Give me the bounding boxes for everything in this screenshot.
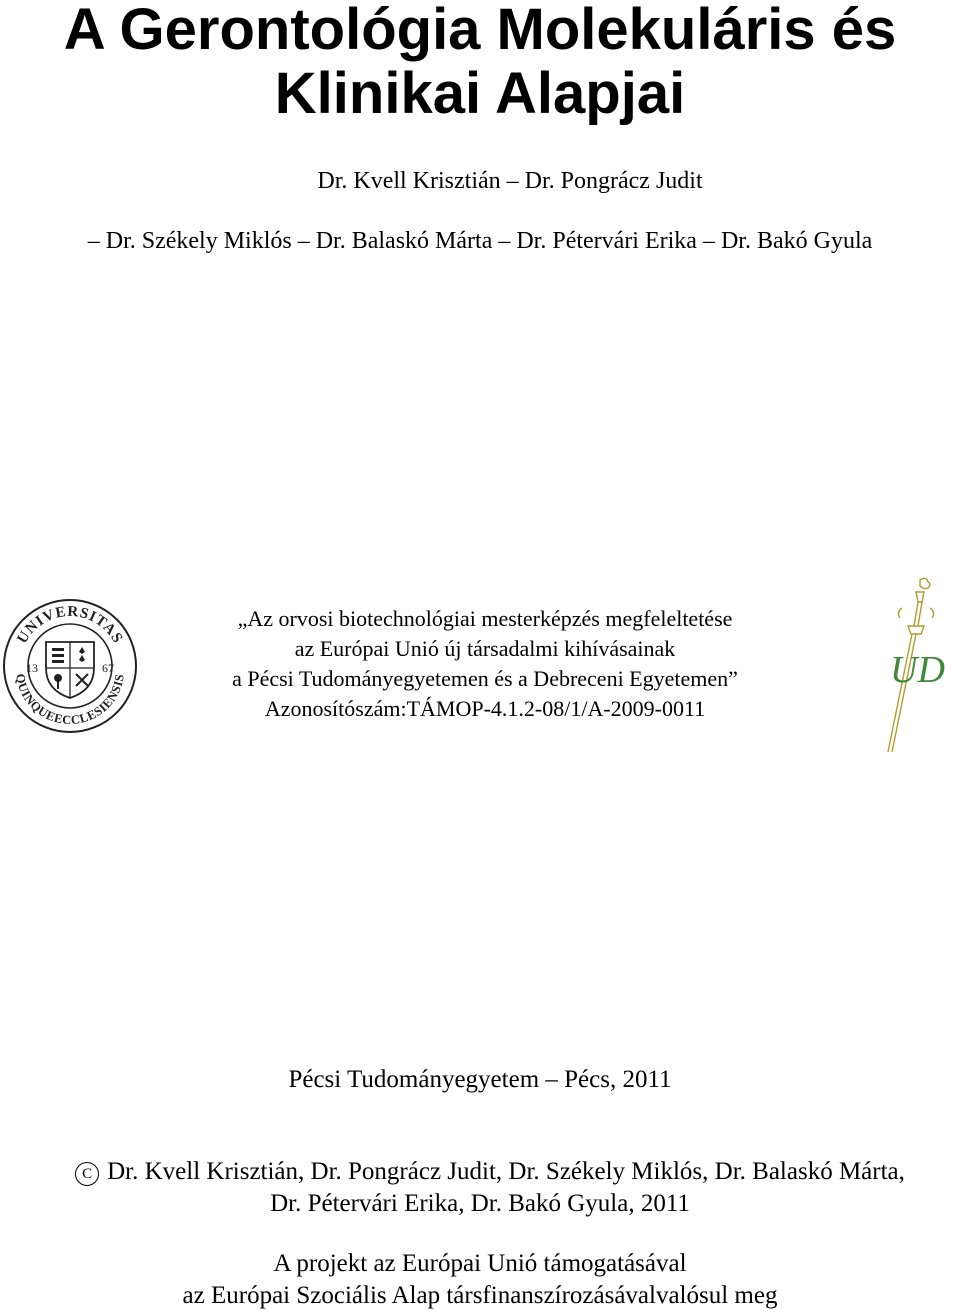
title-line-1: A Gerontológia Molekuláris és bbox=[63, 0, 897, 62]
universitas-quinqueecclesiensis-seal-icon bbox=[2, 598, 138, 734]
university-of-debrecen-logo-icon bbox=[858, 574, 958, 758]
copyright-block bbox=[0, 1156, 960, 1220]
copyright-icon: C bbox=[75, 1162, 99, 1186]
seal-number-left: 13 bbox=[26, 661, 38, 675]
project-line-2: az Európai Unió új társadalmi kihívásainak bbox=[294, 636, 676, 661]
project-block bbox=[150, 604, 820, 724]
publisher-place-year: Pécsi Tudományegyetem – Pécs, 2011 bbox=[288, 1066, 672, 1093]
authors-line-1: Dr. Kvell Krisztián – Dr. Pongrácz Judit bbox=[317, 168, 703, 194]
seal-text-bottom: QUINQUEECCLESIENSIS bbox=[12, 672, 127, 728]
authors-line-2: – Dr. Székely Miklós – Dr. Balaskó Márta – Dr. Pétervári Erika – Dr. Bakó Gyula bbox=[87, 228, 873, 254]
title-line-2: Klinikai Alapjai bbox=[274, 61, 686, 126]
funding-line-1: A projekt az Európai Unió támogatásával bbox=[273, 1250, 687, 1277]
funding-line-2: az Európai Szociális Alap társfinanszírozásávalvalósul meg bbox=[182, 1282, 778, 1309]
project-line-3: a Pécsi Tudományegyetemen és a Debreceni Egyetemen” bbox=[232, 666, 738, 691]
funding-statement bbox=[0, 1248, 960, 1312]
seal-text-top: UNIVERSITAS bbox=[14, 603, 126, 647]
project-identifier: Azonosítószám:TÁMOP-4.1.2-08/1/A-2009-0011 bbox=[264, 696, 706, 721]
svg-text:UNIVERSITAS bbox=[14, 604, 125, 647]
seal-number-right: 67 bbox=[102, 661, 114, 675]
ud-letters: UD bbox=[890, 649, 945, 691]
project-line-1: „Az orvosi biotechnológiai mesterképzés megfeleltetése bbox=[237, 606, 733, 631]
copyright-line-2: Dr. Pétervári Erika, Dr. Bakó Gyula, 2011 bbox=[270, 1190, 690, 1217]
copyright-line-1: Dr. Kvell Krisztián, Dr. Pongrácz Judit, Dr. Székely Miklós, Dr. Balaskó Márta, bbox=[107, 1158, 905, 1185]
